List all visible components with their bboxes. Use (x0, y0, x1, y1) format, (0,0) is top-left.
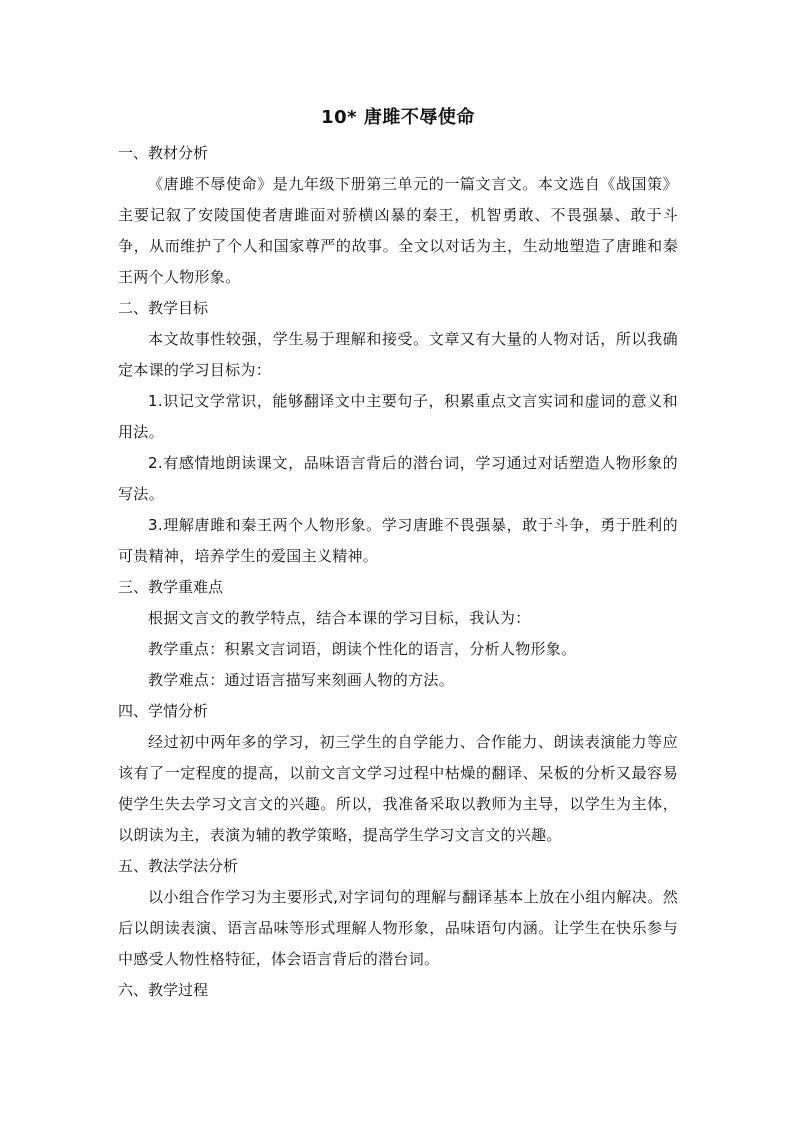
objective-item: 2.有感情地朗读课文，品味语言背后的潜台词，学习通过对话塑造人物形象的写法。 (118, 454, 678, 503)
section-textbook-analysis (118, 138, 678, 293)
paragraph: 经过初中两年多的学习，初三学生的自学能力、合作能力、朗读表演能力等应该有了一定程度的提高，以前文言文学习过程中枯燥的翻译、呆板的分析又最容易使学生失去学习文言文的兴趣。所以，我准备采取以教师为主导，以学生为主体，以朗读为主，表演为辅的教学策略，提高学生学习文言文的兴趣。 (118, 733, 678, 844)
section-student-analysis (118, 696, 678, 851)
section-heading: 一、教材分析 (118, 144, 209, 162)
paragraph: 本文故事性较强，学生易于理解和接受。文章又有大量的人物对话，所以我确定本课的学习目标为： (118, 330, 678, 379)
paragraph: 根据文言文的教学特点，结合本课的学习目标，我认为： (148, 609, 531, 627)
difficult-point: 教学难点：通过语言描写来刻画人物的方法。 (148, 671, 455, 689)
section-heading: 五、教法学法分析 (118, 857, 239, 875)
objective-item: 3.理解唐雎和秦王两个人物形象。学习唐雎不畏强暴，敢于斗争，勇于胜利的可贵精神，培养学生的爱国主义精神。 (118, 516, 678, 565)
section-key-difficult-points (118, 572, 678, 696)
document-title: 10* 唐雎不辱使命 (321, 107, 475, 128)
section-heading: 四、学情分析 (118, 702, 209, 720)
key-point: 教学重点：积累文言词语，朗读个性化的语言，分析人物形象。 (148, 640, 577, 658)
section-heading: 六、教学过程 (118, 981, 209, 999)
section-heading: 三、教学重难点 (118, 578, 224, 596)
paragraph: 《唐雎不辱使命》是九年级下册第三单元的一篇文言文。本文选自《战国策》主要记叙了安陵国使者唐雎面对骄横凶暴的秦王，机智勇敢、不畏强暴、敢于斗争，从而维护了个人和国家尊严的故事。全文以对话为主，生动地塑造了唐雎和秦王两个人物形象。 (118, 175, 678, 286)
section-teaching-methods (118, 851, 678, 975)
paragraph: 以小组合作学习为主要形式,对字词句的理解与翻译基本上放在小组内解决。然后以朗读表演、语言品味等形式理解人物形象，品味语句内涵。让学生在快乐参与中感受人物性格特征，体会语言背后的潜台词。 (118, 888, 678, 968)
document-content (118, 104, 678, 1006)
section-teaching-process (118, 975, 678, 1006)
section-heading: 二、教学目标 (118, 299, 209, 317)
section-teaching-objectives (118, 293, 678, 572)
objective-item: 1.识记文学常识，能够翻译文中主要句子，积累重点文言实词和虚词的意义和用法。 (118, 392, 678, 441)
